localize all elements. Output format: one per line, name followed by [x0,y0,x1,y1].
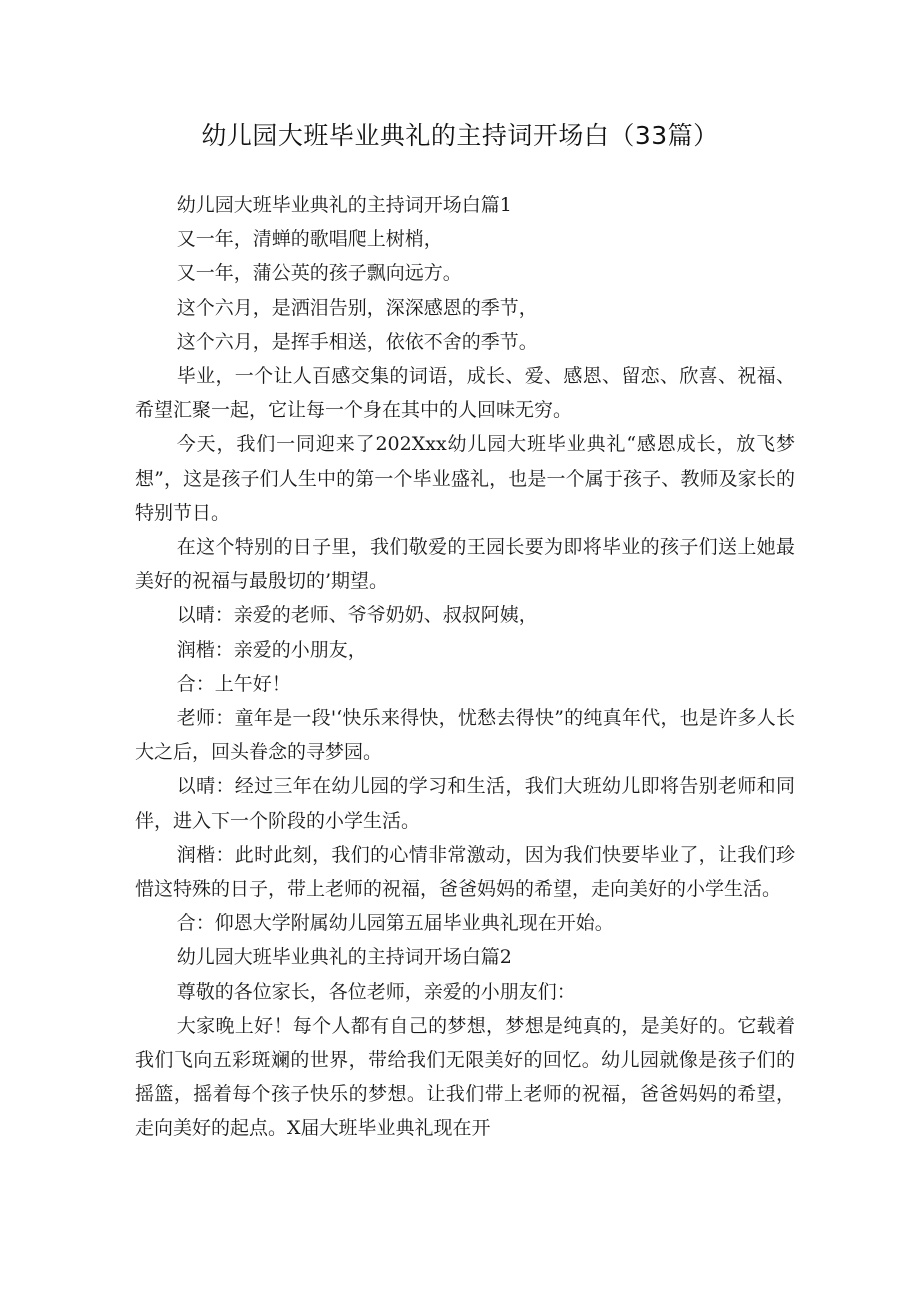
paragraph: 老师：童年是一段'‘快乐来得快，忧愁去得快”的纯真年代，也是许多人长大之后，回头眷念的寻梦园。 [135,707,795,764]
paragraph: 合：仰恩大学附属幼儿园第五届毕业典礼现在开始。 [176,912,614,935]
paragraph: 又一年，蒲公英的孩子飘向远方。 [176,262,462,285]
section-heading: 幼儿园大班毕业典礼的主持词开场白篇2 [176,946,512,969]
paragraph: 今天，我们一同迎来了202Xxx幼儿园大班毕业典礼“感恩成长，放飞梦想”，这是孩子们人生中的第一个毕业盛礼，也是一个属于孩子、教师及家长的特别节日。 [135,433,795,524]
paragraph: 以晴：经过三年在幼儿园的学习和生活，我们大班幼儿即将告别老师和同伴，进入下一个阶段的小学生活。 [135,775,795,832]
section-heading: 幼儿园大班毕业典礼的主持词开场白篇1 [176,194,512,216]
paragraph: 在这个特别的日子里，我们敬爱的王园长要为即将毕业的孩子们送上她最美好的祝福与最殷切的’期望。 [135,536,795,593]
paragraph: 又一年，清蝉的歌唱爬上树梢， [176,228,443,251]
paragraph: 毕业，一个让人百感交集的词语，成长、爱、感恩、留恋、欣喜、祝福、希望汇聚一起，它让每一个身在其中的人回味无穷。 [135,365,795,422]
paragraph: 以晴：亲爱的老师、爷爷奶奶、叔叔阿姨， [176,604,538,627]
paragraph: 合：上午好！ [176,672,291,695]
document-title: 幼儿园大班毕业典礼的主持词开场白（33篇） [201,121,719,150]
paragraph: 这个六月，是洒泪告别，深深感恩的季节， [176,296,538,319]
paragraph: 润楷：亲爱的小朋友， [176,638,367,661]
paragraph: 大家晚上好！每个人都有自己的梦想，梦想是纯真的，是美好的。它载着我们飞向五彩斑斓的世界，带给我们无限美好的回忆。幼儿园就像是孩子们的摇篮，摇着每个孩子快乐的梦想。让我们带上老师的祝福，爸爸妈妈的希望，走向美好的起点。X届大班毕业典礼现在开 [135,1014,795,1140]
paragraph: 尊敬的各位家长，各位老师，亲爱的小朋友们： [176,980,576,1003]
paragraph: 这个六月，是挥手相送，依依不舍的季节。 [176,330,538,353]
document-body [135,188,795,1146]
paragraph: 润楷：此时此刻，我们的心情非常激动，因为我们快要毕业了，让我们珍惜这特殊的日子，带上老师的祝福，爸爸妈妈的希望，走向美好的小学生活。 [135,843,795,901]
